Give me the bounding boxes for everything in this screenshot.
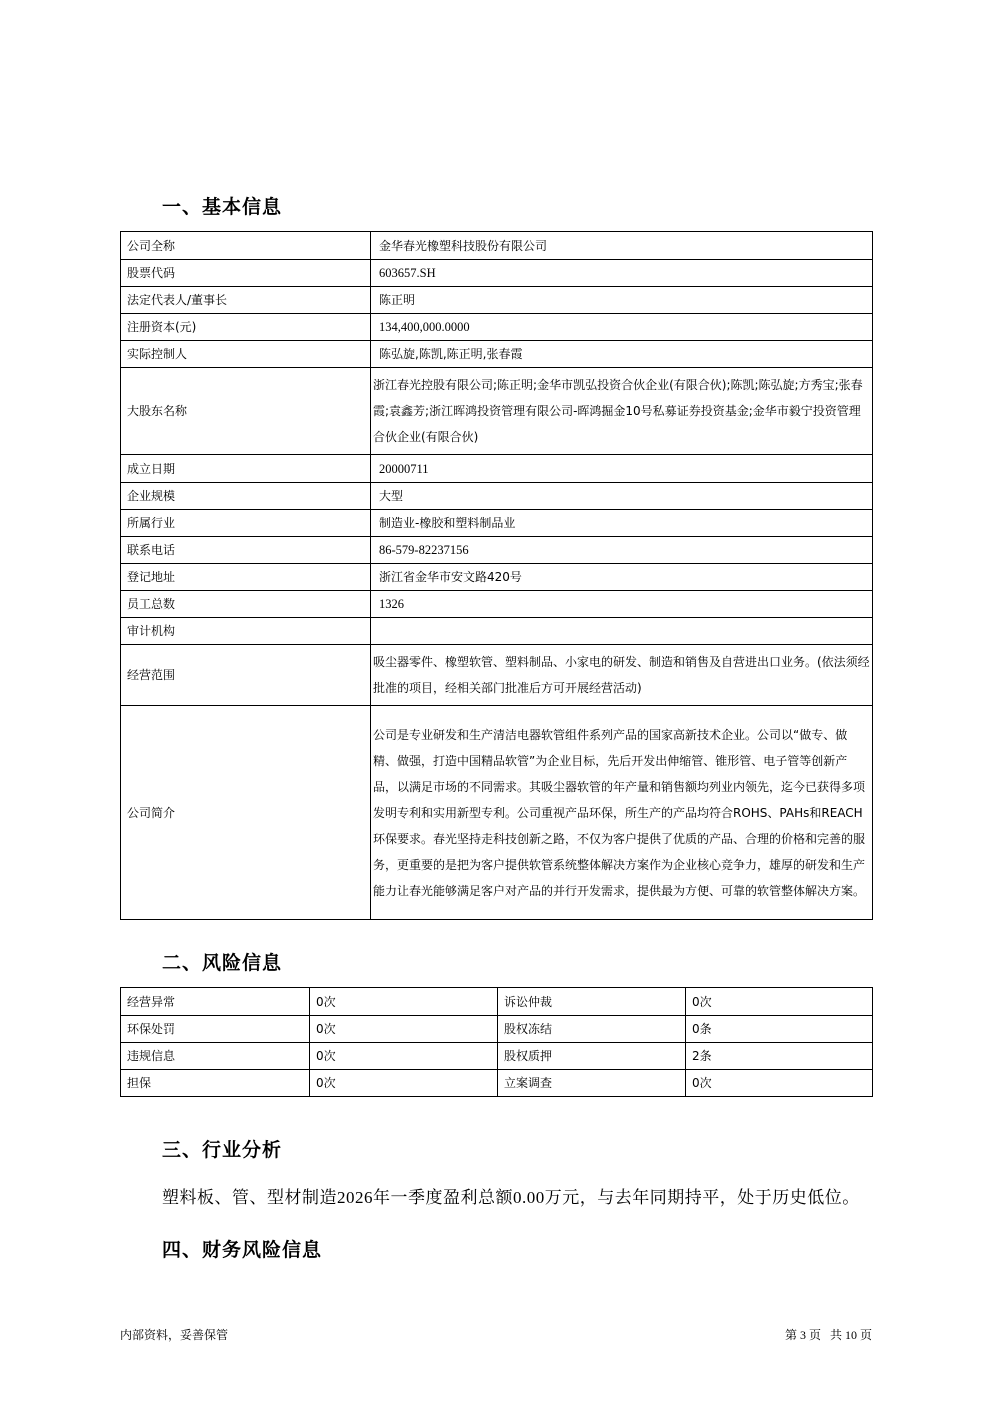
row-value: 吸尘器零件、橡塑软管、塑料制品、小家电的研发、制造和销售及自营进出口业务。(依法须经批准的项目，经相关部门批准后方可开展经营活动) (371, 645, 873, 706)
risk-info-table (120, 987, 873, 1097)
table-row (121, 1043, 873, 1070)
row-label: 审计机构 (121, 618, 371, 645)
row-value: 金华春光橡塑科技股份有限公司 (371, 232, 873, 260)
row-value: 大型 (371, 483, 873, 510)
table-row (121, 988, 873, 1016)
row-value: 浙江春光控股有限公司;陈正明;金华市凯弘投资合伙企业(有限合伙);陈凯;陈弘旋;方秀宝;张春霞;袁鑫芳;浙江晖鸿投资管理有限公司-晖鸿掘金10号私募证券投资基金;金华市毅宁投资管理合伙企业(有限合伙) (371, 368, 873, 455)
row-value: 陈弘旋,陈凯,陈正明,张春霞 (371, 341, 873, 368)
row-value: 1326 (371, 591, 873, 618)
risk-label: 股权冻结 (498, 1016, 686, 1043)
risk-value: 0次 (310, 1016, 498, 1043)
section-title-basic-info: 一、基本信息 (162, 196, 283, 218)
risk-label: 股权质押 (498, 1043, 686, 1070)
row-value: 公司是专业研发和生产清洁电器软管组件系列产品的国家高新技术企业。公司以“做专、做精、做强，打造中国精品软管”为企业目标，先后开发出伸缩管、锥形管、电子管等创新产品，以满足市场的不同需求。其吸尘器软管的年产量和销售额均列业内领先，迄今已获得多项发明专利和实用新型专利。公司重视产品环保，所生产的产品均符合ROHS、PAHs和REACH环保要求。春光坚持走科技创新之路，不仅为客户提供了优质的产品、合理的价格和完善的服务，更重要的是把为客户提供软管系统整体解决方案作为企业核心竞争力，雄厚的研发和生产能力让春光能够满足客户对产品的并行开发需求，提供最为方便、可靠的软管整体解决方案。 (371, 706, 873, 920)
risk-value: 0次 (310, 1070, 498, 1097)
row-label: 成立日期 (121, 455, 371, 483)
table-row (121, 510, 873, 537)
risk-label: 经营异常 (121, 988, 310, 1016)
risk-value: 0次 (686, 1070, 873, 1097)
row-value: 制造业-橡胶和塑料制品业 (371, 510, 873, 537)
row-label: 公司简介 (121, 706, 371, 920)
table-row (121, 314, 873, 341)
row-label: 企业规模 (121, 483, 371, 510)
footer-note: 内部资料，妥善保管 (120, 1328, 229, 1342)
row-value (371, 618, 873, 645)
table-row (121, 706, 873, 920)
table-row (121, 287, 873, 314)
table-row (121, 232, 873, 260)
section-title-industry-analysis: 三、行业分析 (162, 1139, 283, 1161)
table-row (121, 1070, 873, 1097)
row-label: 注册资本(元) (121, 314, 371, 341)
risk-value: 2条 (686, 1043, 873, 1070)
table-row (121, 591, 873, 618)
section-title-financial-risk: 四、财务风险信息 (162, 1239, 323, 1261)
row-value: 86-579-82237156 (371, 537, 873, 564)
table-row (121, 368, 873, 455)
row-label: 股票代码 (121, 260, 371, 287)
table-row (121, 1016, 873, 1043)
risk-label: 环保处罚 (121, 1016, 310, 1043)
table-row (121, 455, 873, 483)
row-label: 大股东名称 (121, 368, 371, 455)
row-label: 登记地址 (121, 564, 371, 591)
risk-label: 立案调查 (498, 1070, 686, 1097)
risk-label: 诉讼仲裁 (498, 988, 686, 1016)
table-row (121, 537, 873, 564)
table-row (121, 483, 873, 510)
row-value: 浙江省金华市安文路420号 (371, 564, 873, 591)
industry-analysis-text: 塑料板、管、型材制造2026年一季度盈利总额0.00万元，与去年同期持平，处于历史低位。 (162, 1188, 860, 1207)
row-value: 603657.SH (371, 260, 873, 287)
risk-label: 违规信息 (121, 1043, 310, 1070)
table-row (121, 260, 873, 287)
row-value: 陈正明 (371, 287, 873, 314)
page-number: 第 3 页 共 10 页 (784, 1328, 872, 1342)
row-label: 联系电话 (121, 537, 371, 564)
risk-value: 0条 (686, 1016, 873, 1043)
table-row (121, 618, 873, 645)
row-value: 134,400,000.0000 (371, 314, 873, 341)
table-row (121, 341, 873, 368)
row-label: 公司全称 (121, 232, 371, 260)
risk-value: 0次 (310, 1043, 498, 1070)
row-label: 所属行业 (121, 510, 371, 537)
risk-value: 0次 (310, 988, 498, 1016)
basic-info-table (120, 231, 873, 920)
row-label: 实际控制人 (121, 341, 371, 368)
row-label: 法定代表人/董事长 (121, 287, 371, 314)
table-row (121, 645, 873, 706)
risk-label: 担保 (121, 1070, 310, 1097)
risk-value: 0次 (686, 988, 873, 1016)
table-row (121, 564, 873, 591)
row-label: 经营范围 (121, 645, 371, 706)
row-label: 员工总数 (121, 591, 371, 618)
section-title-risk-info: 二、风险信息 (162, 952, 283, 974)
row-value: 20000711 (371, 455, 873, 483)
